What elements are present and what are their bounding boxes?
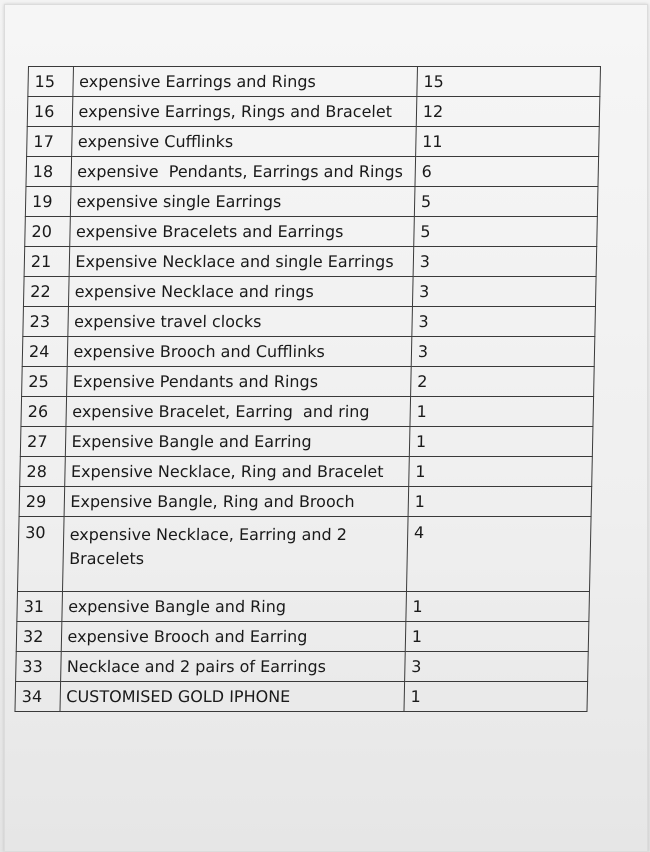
item-quantity: 3 bbox=[413, 247, 597, 277]
item-number: 18 bbox=[26, 157, 71, 187]
items-table bbox=[14, 66, 601, 712]
item-number: 30 bbox=[17, 517, 63, 592]
item-description: Expensive Necklace, Ring and Bracelet bbox=[64, 457, 409, 487]
item-description: expensive Necklace, Earring and 2 Bracelets bbox=[62, 517, 408, 592]
item-number: 23 bbox=[23, 307, 68, 337]
table-row bbox=[15, 682, 588, 712]
item-quantity: 12 bbox=[416, 97, 600, 127]
table-row bbox=[16, 622, 589, 652]
item-number: 22 bbox=[23, 277, 68, 307]
table-row bbox=[20, 457, 593, 487]
item-quantity: 5 bbox=[414, 187, 598, 217]
table-row bbox=[23, 277, 596, 307]
item-description: expensive Brooch and Cufflinks bbox=[67, 337, 412, 367]
table-row bbox=[16, 652, 589, 682]
table-row bbox=[19, 487, 592, 517]
item-quantity: 3 bbox=[411, 337, 595, 367]
table-row bbox=[25, 217, 598, 247]
item-description: expensive single Earrings bbox=[70, 187, 415, 217]
table-row bbox=[26, 157, 599, 187]
item-number: 24 bbox=[22, 337, 67, 367]
item-number: 26 bbox=[21, 397, 66, 427]
item-quantity: 1 bbox=[408, 487, 592, 517]
item-quantity: 1 bbox=[405, 622, 589, 652]
item-description: expensive Necklace and rings bbox=[68, 277, 413, 307]
item-description: expensive Earrings, Rings and Bracelet bbox=[72, 97, 417, 127]
item-description: expensive Brooch and Earring bbox=[61, 622, 406, 652]
table-row bbox=[17, 517, 591, 592]
item-number: 34 bbox=[15, 682, 60, 712]
item-description: expensive Bangle and Ring bbox=[61, 592, 406, 622]
item-quantity: 6 bbox=[415, 157, 599, 187]
table-row bbox=[28, 67, 601, 97]
item-description: expensive Pendants, Earrings and Rings bbox=[70, 157, 415, 187]
items-table-body bbox=[15, 67, 601, 712]
table-row bbox=[25, 187, 598, 217]
item-number: 17 bbox=[27, 127, 72, 157]
item-description: expensive Bracelets and Earrings bbox=[69, 217, 414, 247]
table-row bbox=[17, 592, 590, 622]
item-description: expensive Cufflinks bbox=[71, 127, 416, 157]
item-number: 33 bbox=[16, 652, 61, 682]
item-description: Necklace and 2 pairs of Earrings bbox=[60, 652, 405, 682]
table-row bbox=[27, 97, 600, 127]
item-number: 32 bbox=[16, 622, 61, 652]
item-description: CUSTOMISED GOLD IPHONE bbox=[59, 682, 404, 712]
table-row bbox=[21, 397, 594, 427]
item-quantity: 1 bbox=[406, 592, 590, 622]
item-description: Expensive Bangle and Earring bbox=[65, 427, 410, 457]
item-number: 28 bbox=[20, 457, 65, 487]
item-number: 29 bbox=[19, 487, 64, 517]
table-row bbox=[23, 307, 596, 337]
table-row bbox=[24, 247, 597, 277]
item-number: 21 bbox=[24, 247, 69, 277]
item-number: 19 bbox=[25, 187, 70, 217]
item-quantity: 1 bbox=[409, 457, 593, 487]
item-quantity: 1 bbox=[409, 427, 593, 457]
item-number: 25 bbox=[22, 367, 67, 397]
item-number: 20 bbox=[25, 217, 70, 247]
item-description: Expensive Pendants and Rings bbox=[66, 367, 411, 397]
item-quantity: 11 bbox=[415, 127, 599, 157]
item-number: 16 bbox=[27, 97, 72, 127]
item-quantity: 4 bbox=[406, 517, 591, 592]
item-number: 27 bbox=[20, 427, 65, 457]
item-quantity: 3 bbox=[404, 652, 588, 682]
item-number: 31 bbox=[17, 592, 62, 622]
table-row bbox=[20, 427, 593, 457]
item-quantity: 1 bbox=[404, 682, 588, 712]
item-number: 15 bbox=[28, 67, 73, 97]
item-description: Expensive Bangle, Ring and Brooch bbox=[64, 487, 409, 517]
item-quantity: 2 bbox=[410, 367, 594, 397]
item-quantity: 5 bbox=[414, 217, 598, 247]
item-description: expensive Bracelet, Earring and ring bbox=[65, 397, 410, 427]
table-row bbox=[22, 367, 595, 397]
table-row bbox=[27, 127, 600, 157]
item-quantity: 3 bbox=[412, 307, 596, 337]
item-quantity: 3 bbox=[412, 277, 596, 307]
item-description: expensive travel clocks bbox=[67, 307, 412, 337]
table-row bbox=[22, 337, 595, 367]
item-quantity: 1 bbox=[410, 397, 594, 427]
item-description: expensive Earrings and Rings bbox=[72, 67, 417, 97]
item-description: Expensive Necklace and single Earrings bbox=[69, 247, 414, 277]
item-quantity: 15 bbox=[417, 67, 601, 97]
